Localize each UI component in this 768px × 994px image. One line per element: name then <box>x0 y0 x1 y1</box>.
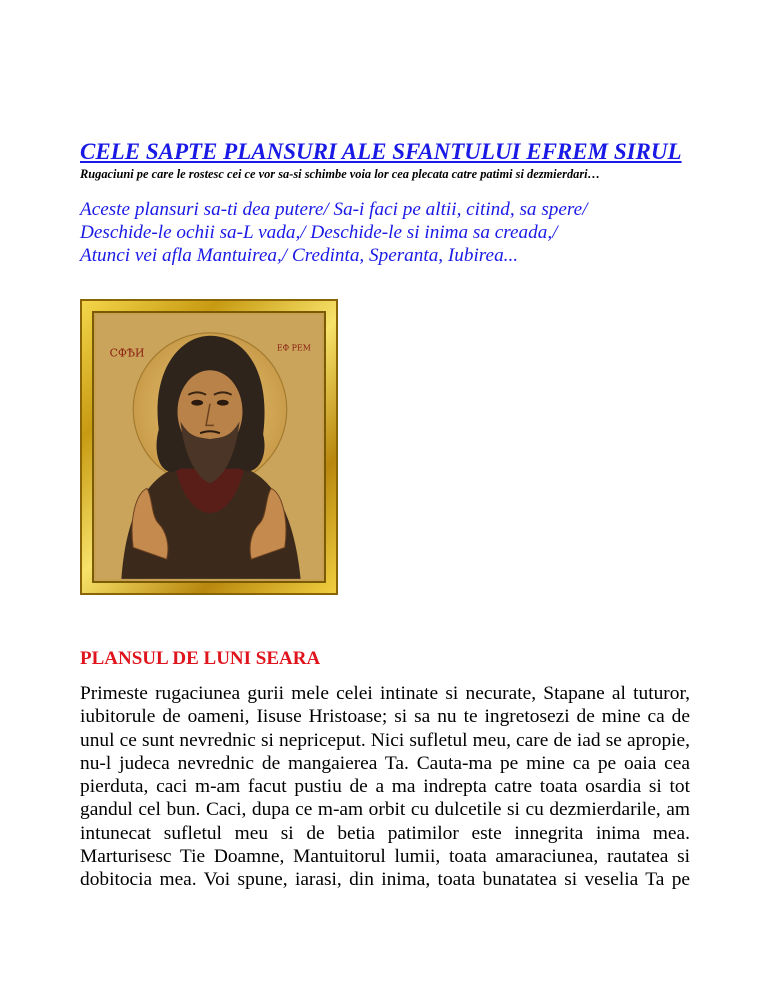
document-title: CELE SAPTE PLANSURI ALE SFANTULUI EFREM SIRUL <box>80 139 682 164</box>
body-line: Marturisesc Tie Doamne, Mantuitorul lumii, toata amaraciunea, rautatea si <box>80 846 690 868</box>
verse-line: Aceste plansuri sa-ti dea putere/ Sa-i faci pe altii, citind, sa spere/ <box>80 199 588 220</box>
section-heading: PLANSUL DE LUNI SEARA <box>80 648 321 669</box>
saint-icon-image <box>80 299 338 595</box>
icon-inscription-left: СФѢИ <box>109 346 145 360</box>
body-line: nu-l judeca nevrednic de mangaierea Ta. Cauta-ma pe mine ca pe oaia cea <box>80 752 690 774</box>
body-line: iubitorule de oameni, Iisuse Hristoase; si sa nu te ingretosezi de mine ca de <box>80 706 690 728</box>
verse-line: Atunci vei afla Mantuirea,/ Credinta, Speranta, Iubirea... <box>80 245 519 266</box>
body-line: gandul cel bun. Caci, dupa ce m-am orbit cu dulcetile si cu dezmierdarile, am <box>80 799 690 821</box>
body-line: dobitocia mea. Voi spune, iarasi, din inima, toata bunatatea si veselia Ta pe <box>80 869 690 891</box>
document-subtitle: Rugaciuni pe care le rostesc cei ce vor sa-si schimbe voia lor cea plecata catre patimi si dezmierdari… <box>80 167 600 181</box>
verse-line: Deschide-le ochii sa-L vada,/ Deschide-le si inima sa creada,/ <box>80 222 558 243</box>
body-line: unul ce sunt nevrednic si nepriceput. Nici sufletul meu, care de iad se apropie, <box>80 729 690 751</box>
saint-ephrem-icon <box>82 301 336 593</box>
body-paragraph <box>80 682 690 892</box>
icon-inscription-right: ЕФ РЕМ <box>276 343 311 353</box>
body-line: pierduta, caci m-am facut pustiu de a ma indrepta catre toata osardia si tot <box>80 776 690 798</box>
body-line: Primeste rugaciunea gurii mele celei intinate si necurate, Stapane al tuturor, <box>80 683 690 704</box>
body-line: intunecat sufletul meu si de betia patimilor este innegrita inima mea. <box>80 822 690 844</box>
